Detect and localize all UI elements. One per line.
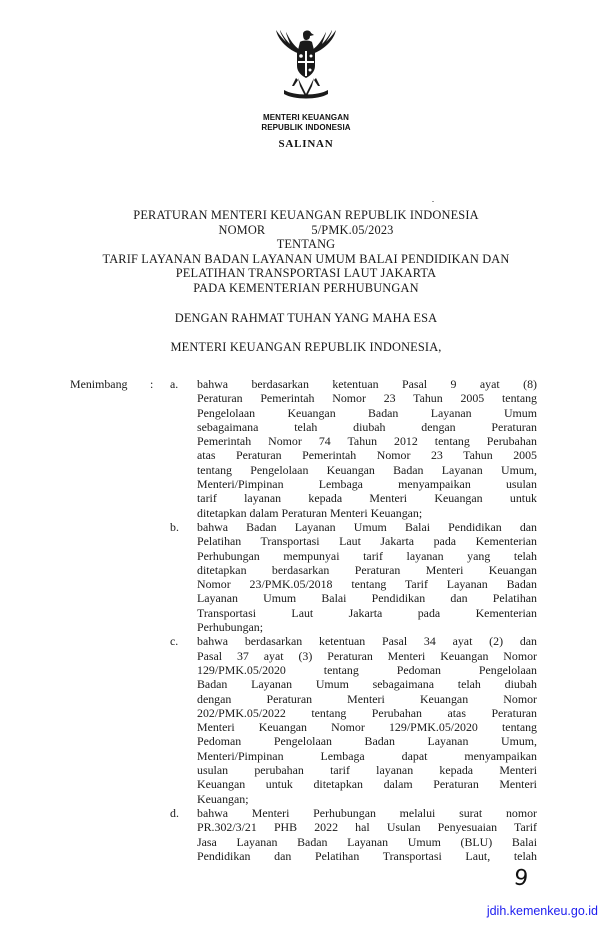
number-value: 5/PMK.05/2023 (311, 222, 394, 237)
text-line: Perhubungan; (197, 620, 264, 635)
regulation-title (0, 208, 612, 296)
title-tentang: TENTANG (276, 237, 336, 252)
authority: MENTERI KEUANGAN REPUBLIK INDONESIA, (170, 340, 442, 354)
text-line: Menteri/Pimpinan Lembaga dapat menyampaikan (197, 748, 537, 763)
text-line: Keuangan; (197, 791, 249, 806)
item-letter: d. (170, 805, 179, 820)
issuer-line-2: REPUBLIK INDONESIA (261, 123, 351, 132)
text-line: Perhubungan mempunyai tarif layanan yang telah (197, 548, 537, 563)
handwritten-page-mark: 9 (512, 865, 530, 892)
subject-line-3: PADA KEMENTERIAN PERHUBUNGAN (193, 280, 419, 295)
text-line: Jasa Layanan Badan Layanan Umum (BLU) Balai (197, 834, 537, 849)
item-body (197, 377, 537, 520)
text-line: Keuangan untuk ditetapkan dalam Peraturan Menteri (197, 777, 537, 792)
text-line: 202/PMK.05/2022 tentang Perubahan atas Peraturan (197, 705, 537, 720)
title-line-1: PERATURAN MENTERI KEUANGAN REPUBLIK INDONESIA (133, 208, 479, 222)
text-line: dengan Peraturan Menteri Keuangan Nomor (197, 691, 537, 706)
text-line: Peraturan Pemerintah Nomor 23 Tahun 2005 tentang (197, 391, 537, 406)
number-label: NOMOR (218, 222, 266, 237)
scan-speck (432, 201, 434, 202)
jdih-footer-link[interactable]: jdih.kemenkeu.go.id (486, 904, 598, 918)
text-line: Layanan Umum Balai Pendidikan dan Pelatihan (197, 591, 537, 606)
text-line: bahwa berdasarkan ketentuan Pasal 9 ayat (8) (197, 377, 537, 391)
text-line: Pendidikan dan Pelatihan Transportasi Laut, telah (197, 848, 537, 863)
text-line: Transportasi Laut Jakarta pada Kementerian (197, 605, 537, 620)
considerations-separator: : (150, 377, 154, 391)
item-body (197, 806, 537, 863)
text-line: Pemerintah Nomor 74 Tahun 2012 tentang Perubahan (197, 434, 537, 449)
considerations-section (0, 377, 612, 863)
consideration-item-b (0, 520, 612, 634)
text-line: Pedoman Pengelolaan Badan Layanan Umum, (197, 734, 537, 749)
consideration-item-c (0, 634, 612, 806)
text-line: Pengelolaan Keuangan Badan Layanan Umum (197, 405, 537, 420)
text-line: ditetapkan dalam Peraturan Menteri Keuangan; (197, 505, 423, 520)
text-line: bahwa Menteri Perhubungan melalui surat nomor (197, 805, 537, 820)
text-line: Pelatihan Transportasi Laut Jakarta pada Kementerian (197, 534, 537, 549)
consideration-item-d (0, 806, 612, 863)
text-line: PR.302/3/21 PHB 2022 hal Usulan Penyesuaian Tarif (197, 820, 537, 835)
item-letter: c. (170, 634, 179, 649)
salinan-stamp: SALINAN (278, 138, 334, 150)
text-line: Menteri/Pimpinan Lembaga menyampaikan usulan (197, 477, 537, 492)
text-line: tarif layanan kepada Menteri Keuangan untuk (197, 491, 537, 506)
text-line: atas Peraturan Pemerintah Nomor 23 Tahun 2005 (197, 448, 537, 463)
issuer-line-1: MENTERI KEUANGAN (262, 113, 350, 122)
subject-line-1: TARIF LAYANAN BADAN LAYANAN UMUM BALAI PENDIDIKAN DAN (102, 251, 510, 266)
item-letter: a. (170, 377, 179, 391)
text-line: bahwa Badan Layanan Umum Balai Pendidikan dan (197, 519, 537, 534)
text-line: Badan Layanan Umum sebagaimana telah diubah (197, 677, 537, 692)
considerations-label: Menimbang (70, 377, 128, 391)
item-body (197, 634, 537, 806)
garuda-emblem-icon (270, 28, 342, 108)
text-line: Pasal 37 ayat (3) Peraturan Menteri Keuangan Nomor (197, 648, 537, 663)
regulation-number (0, 223, 612, 238)
item-letter: b. (170, 519, 179, 534)
subject-line-2: PELATIHAN TRANSPORTASI LAUT JAKARTA (175, 266, 437, 281)
invocation: DENGAN RAHMAT TUHAN YANG MAHA ESA (174, 311, 438, 325)
text-line: usulan perubahan tarif layanan kepada Menteri (197, 763, 537, 778)
consideration-item-a (0, 377, 612, 520)
text-line: sebagaimana telah diubah dengan Peraturan (197, 419, 537, 434)
text-line: 129/PMK.05/2020 tentang Pedoman Pengelolaan (197, 662, 537, 677)
text-line: Nomor 23/PMK.05/2018 tentang Tarif Layanan Badan (197, 577, 537, 592)
text-line: ditetapkan berdasarkan Peraturan Menteri Keuangan (197, 562, 537, 577)
text-line: Menteri Keuangan Nomor 129/PMK.05/2020 tentang (197, 720, 537, 735)
text-line: tentang Pengelolaan Keuangan Badan Layanan Umum, (197, 462, 537, 477)
text-line: bahwa berdasarkan ketentuan Pasal 34 ayat (2) dan (197, 634, 537, 649)
item-body (197, 520, 537, 634)
